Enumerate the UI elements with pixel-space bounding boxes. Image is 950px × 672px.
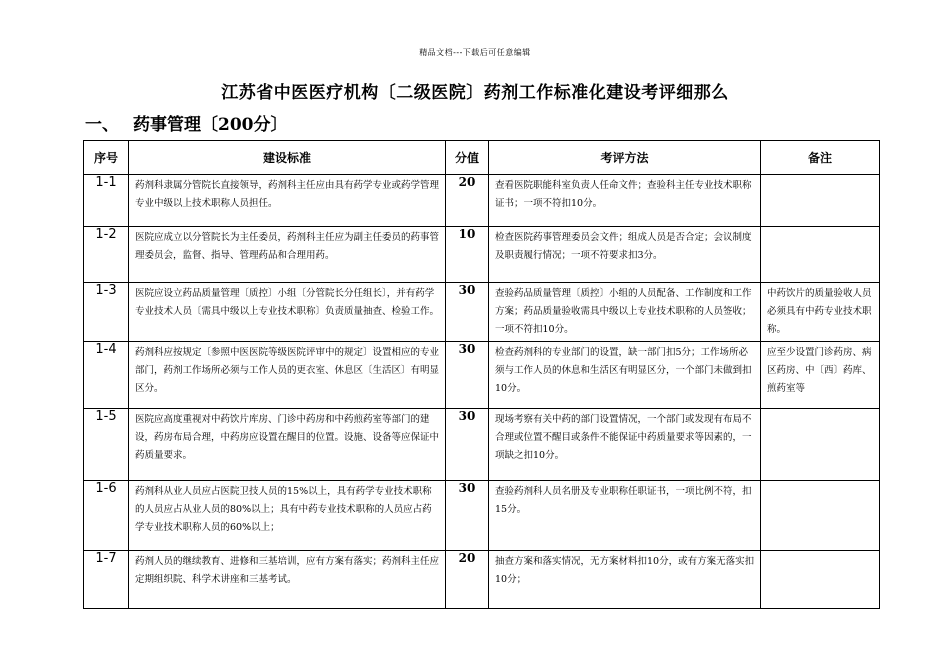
column-header-standard: 建设标准 — [129, 141, 446, 175]
column-header-seq: 序号 — [84, 141, 129, 175]
column-header-note: 备注 — [761, 141, 880, 175]
row-method: 查验药剂科人员名册及专业职称任职证书，一项比例不符，扣15分。 — [489, 481, 761, 551]
row-note: 中药饮片的质量验收人员必须具有中药专业技术职称。 — [761, 283, 880, 342]
row-standard: 医院应成立以分管院长为主任委员，药剂科主任应为副主任委员的药事管理委员会，监督、指导、管理药品和合理用药。 — [129, 227, 446, 283]
table-row — [84, 342, 880, 409]
row-score: 10 — [446, 227, 489, 283]
row-note — [761, 551, 880, 609]
table-row — [84, 551, 880, 609]
row-id: 1-4 — [84, 342, 129, 409]
row-method: 抽查方案和落实情况，无方案材料扣10分，或有方案无落实扣10分； — [489, 551, 761, 609]
row-method: 查验药品质量管理〔质控〕小组的人员配备、工作制度和工作方案；药品质量验收需具中级以上专业技术职称的人员签收；一项不符扣10分。 — [489, 283, 761, 342]
column-header-method: 考评方法 — [489, 141, 761, 175]
table-header-row — [84, 141, 880, 175]
row-id: 1-5 — [84, 409, 129, 481]
document-title: 江苏省中医医疗机构〔二级医院〕药剂工作标准化建设考评细那么 — [221, 83, 729, 103]
row-score: 30 — [446, 409, 489, 481]
page-header-note: 精品文档---下载后可任意编辑 — [419, 48, 531, 57]
row-score: 30 — [446, 481, 489, 551]
row-score: 20 — [446, 175, 489, 227]
column-header-score: 分值 — [446, 141, 489, 175]
row-standard: 医院应高度重视对中药饮片库房、门诊中药房和中药煎药室等部门的建设，药房布局合理，中药房应设置在醒目的位置。设施、设备等应保证中药质量要求。 — [129, 409, 446, 481]
row-standard: 药剂科隶属分管院长直接领导，药剂科主任应由具有药学专业或药学管理专业中级以上技术职称人员担任。 — [129, 175, 446, 227]
row-score: 30 — [446, 342, 489, 409]
row-standard: 药剂科应按规定〔参照中医医院等级医院评审中的规定〕设置相应的专业部门，药剂工作场所必须与工作人员的更衣室、休息区〔生活区〕有明显区分。 — [129, 342, 446, 409]
section-label: 药事管理〔200分〕 — [133, 115, 288, 135]
row-id: 1-2 — [84, 227, 129, 283]
row-note — [761, 175, 880, 227]
row-note — [761, 481, 880, 551]
criteria-table — [83, 140, 880, 609]
table-row — [84, 481, 880, 551]
row-note: 应至少设置门诊药房、病区药房、中〔西〕药库、煎药室等 — [761, 342, 880, 409]
row-standard: 药剂人员的继续教育、进修和三基培训，应有方案有落实；药剂科主任应定期组织院、科学术讲座和三基考试。 — [129, 551, 446, 609]
row-score: 30 — [446, 283, 489, 342]
row-note — [761, 409, 880, 481]
row-method: 查看医院职能科室负责人任命文件；查验科主任专业技术职称证书；一项不符扣10分。 — [489, 175, 761, 227]
table-row — [84, 283, 880, 342]
section-number: 一、 — [85, 115, 119, 135]
table-row — [84, 409, 880, 481]
row-score: 20 — [446, 551, 489, 609]
row-id: 1-1 — [84, 175, 129, 227]
row-id: 1-6 — [84, 481, 129, 551]
table-row — [84, 227, 880, 283]
row-method: 检查药剂科的专业部门的设置，缺一部门扣5分；工作场所必须与工作人员的休息和生活区有明显区分，一个部门未做到扣10分。 — [489, 342, 761, 409]
row-id: 1-3 — [84, 283, 129, 342]
row-method: 现场考察有关中药的部门设置情况，一个部门或发现有布局不合理或位置不醒目或条件不能保证中药质量要求等因素的，一项缺之扣10分。 — [489, 409, 761, 481]
row-standard: 药剂科从业人员应占医院卫技人员的15%以上，具有药学专业技术职称的人员应占从业人员的80%以上；具有中药专业技术职称的人员应占药学专业技术职称人员的60%以上； — [129, 481, 446, 551]
row-id: 1-7 — [84, 551, 129, 609]
section-heading — [85, 110, 288, 135]
table-row — [84, 175, 880, 227]
row-method: 检查医院药事管理委员会文件；组成人员是否合定；会议制度及职责履行情况；一项不符要求扣3分。 — [489, 227, 761, 283]
row-standard: 医院应设立药品质量管理〔质控〕小组〔分管院长分任组长〕，并有药学专业技术人员〔需具中级以上专业技术职称〕负责质量抽查、检验工作。 — [129, 283, 446, 342]
row-note — [761, 227, 880, 283]
